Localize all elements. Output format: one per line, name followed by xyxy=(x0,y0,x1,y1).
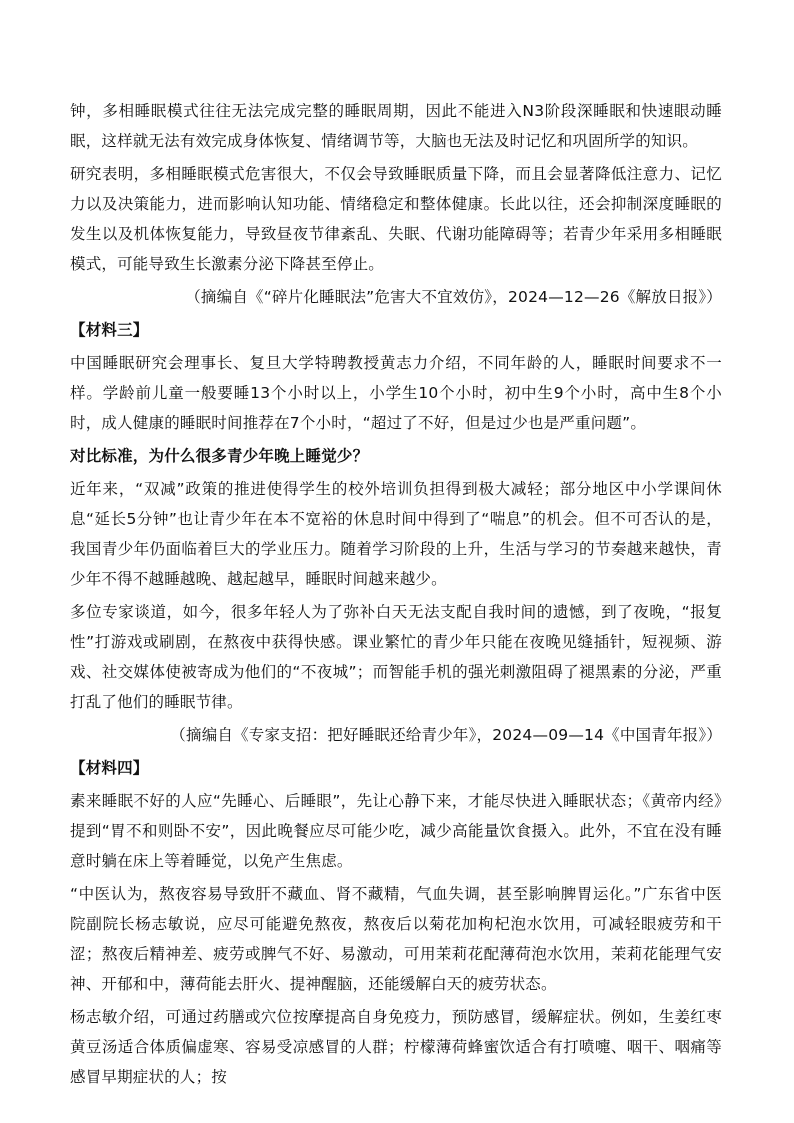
paragraph-revenge-bedtime: 多位专家谈道，如今，很多年轻人为了弥补白天无法支配自我时间的遗憾，到了夜晚，“报复性”打游戏或刷剧，在熬夜中获得快感。课业繁忙的青少年只能在夜晚见缝插针，短视频、游戏、社交媒体使被寄成为他们的“不夜城”；而智能手机的强光刺激阻碍了褪黑素的分泌，严重打乱了他们的睡眠节律。 xyxy=(70,603,722,711)
paragraph-calm-mind-first: 素来睡眠不好的人应“先睡心、后睡眼”，先让心静下来，才能尽快进入睡眠状态；《黄帝内经》提到“胃不和则卧不安”，因此晚餐应尽可能少吃，减少高能量饮食摄入。此外，不宜在没有睡意时躺在床上等着睡觉，以免产生焦虑。 xyxy=(70,792,722,870)
paragraph-academic-pressure: 近年来，“双减”政策的推进使得学生的校外培训负担得到极大减轻；部分地区中小学课间休息“延长5分钟”也让青少年在本不宽裕的休息时间中得到了“喘息”的机会。但不可否认的是，我国青少年仍面临着巨大的学业压力。随着学习阶段的上升，生活与学习的节奏越来越快，青少年不得不越睡越晚、越起越早，睡眠时间越来越少。 xyxy=(70,480,722,588)
paragraph-immunity-diet: 杨志敏介绍，可通过药膳或穴位按摩提高自身免疫力，预防感冒，缓解症状。例如，生姜红枣黄豆汤适合体质偏虚寒、容易受凉感冒的人群；柠檬薄荷蜂蜜饮适合有打喷嚏、咽干、咽痛等感冒早期症状的人；按 xyxy=(70,1008,722,1086)
question-why-less-sleep: 对比标准，为什么很多青少年晚上睡觉少？ xyxy=(70,447,369,465)
source-citation-material3: （摘编自《专家支招：把好睡眠还给青少年》，2024—09—14《中国青年报》） xyxy=(170,726,722,744)
paragraph-polyphasic-harm: 研究表明，多相睡眠模式危害很大，不仅会导致睡眠质量下降，而且会显著降低注意力、记忆力以及决策能力，进而影响认知功能、情绪稳定和整体健康。长此以往，还会抑制深度睡眠的发生以及机体恢复能力，导致昼夜节律紊乱、失眠、代谢功能障碍等；若青少年采用多相睡眠模式，可能导致生长激素分泌下降甚至停止。 xyxy=(70,165,722,273)
heading-material-3: 【材料三】 xyxy=(70,321,149,339)
source-citation-material2: （摘编自《“碎片化睡眠法”危害大不宜效仿》，2024—12—26《解放日报》） xyxy=(185,288,722,306)
paragraph-tcm-advice: “中医认为，熬夜容易导致肝不藏血、肾不藏精，气血失调，甚至影响脾胃运化。”广东省中医院副院长杨志敏说，应尽可能避免熬夜，熬夜后以菊花加枸杞泡水饮用，可减轻眼疲劳和干涩；熬夜后精神差、疲劳或脾气不好、易激动，可用茉莉花配薄荷泡水饮用，茉莉花能理气安神、开郁和中，薄荷能去肝火、提神醒脑，还能缓解白天的疲劳状态。 xyxy=(70,885,722,993)
heading-material-4: 【材料四】 xyxy=(70,759,149,777)
document-body xyxy=(70,96,722,1095)
paragraph-sleep-standards: 中国睡眠研究会理事长、复旦大学特聘教授黄志力介绍，不同年龄的人，睡眠时间要求不一样。学龄前儿童一般要睡13个小时以上，小学生10个小时，初中生9个小时，高中生8个小时，成人健康的睡眠时间推荐在7个小时，“超过了不好，但是过少也是严重问题”。 xyxy=(70,354,722,432)
paragraph-material2-continued: 钟，多相睡眠模式往往无法完成完整的睡眠周期，因此不能进入N3阶段深睡眠和快速眼动睡眠，这样就无法有效完成身体恢复、情绪调节等，大脑也无法及时记忆和巩固所学的知识。 xyxy=(70,102,722,150)
